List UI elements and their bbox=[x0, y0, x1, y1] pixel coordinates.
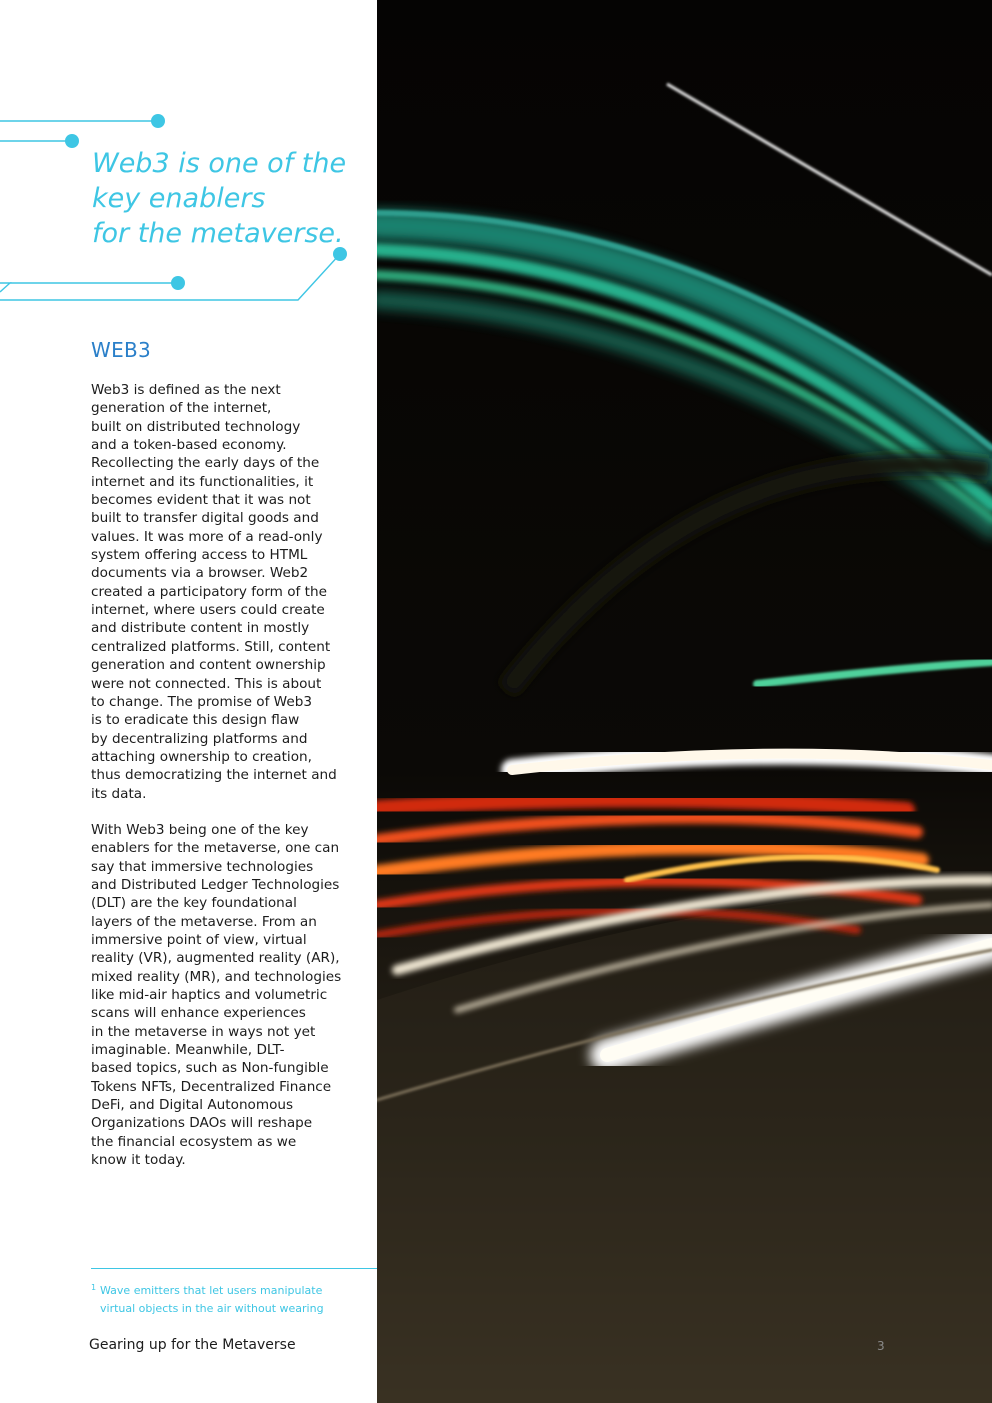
body-paragraph bbox=[91, 381, 356, 803]
text-line: centralized platforms. Still, content bbox=[91, 638, 331, 655]
text-line: Organizations DAOs will reshape bbox=[91, 1115, 313, 1132]
light-trails-photo bbox=[377, 0, 992, 1403]
text-line: documents via a browser. Web2 bbox=[91, 565, 309, 582]
text-line: mixed reality (MR), and technologies bbox=[91, 968, 342, 985]
text-line: enablers for the metaverse, one can bbox=[91, 840, 340, 857]
text-line: internet, where users could create bbox=[91, 602, 325, 619]
text-line: reality (VR), augmented reality (AR), bbox=[91, 950, 340, 967]
text-line: attaching ownership to creation, bbox=[91, 748, 312, 765]
text-line: its data. bbox=[91, 785, 147, 802]
text-line: to change. The promise of Web3 bbox=[91, 693, 312, 710]
light-trails-image bbox=[377, 0, 992, 1403]
text-line: and distribute content in mostly bbox=[91, 620, 310, 637]
page-number: 3 bbox=[877, 1339, 885, 1353]
text-line: say that immersive technologies bbox=[91, 858, 314, 875]
pull-quote-line: key enablers bbox=[92, 183, 266, 214]
text-line: and a token-based economy. bbox=[91, 437, 287, 454]
text-line: imaginable. Meanwhile, DLT- bbox=[91, 1042, 285, 1059]
text-line: DeFi, and Digital Autonomous bbox=[91, 1097, 294, 1114]
text-line: immersive point of view, virtual bbox=[91, 931, 307, 948]
pull-quote bbox=[92, 146, 362, 251]
text-line: With Web3 being one of the key bbox=[91, 821, 309, 838]
text-column bbox=[0, 0, 377, 1403]
text-line: in the metaverse in ways not yet bbox=[91, 1023, 316, 1040]
text-line: and Distributed Ledger Technologies bbox=[91, 876, 340, 893]
text-line: thus democratizing the internet and bbox=[91, 767, 337, 784]
text-line: built on distributed technology bbox=[91, 418, 301, 435]
text-line: based topics, such as Non-fungible bbox=[91, 1060, 329, 1077]
footnote-line: Wave emitters that let users manipulate bbox=[100, 1284, 323, 1297]
text-line: generation and content ownership bbox=[91, 657, 326, 674]
text-line: created a participatory form of the bbox=[91, 583, 327, 600]
text-line: Tokens NFTs, Decentralized Finance bbox=[91, 1078, 332, 1095]
section-body bbox=[91, 381, 356, 1187]
text-line: (DLT) are the key foundational bbox=[91, 895, 297, 912]
text-line: Recollecting the early days of the bbox=[91, 455, 320, 472]
text-line: system offering access to HTML bbox=[91, 547, 308, 564]
text-line: were not connected. This is about bbox=[91, 675, 322, 692]
footnote-marker: 1 bbox=[91, 1283, 97, 1292]
text-line: like mid-air haptics and volumetric bbox=[91, 987, 328, 1003]
body-paragraph bbox=[91, 821, 356, 1170]
text-line: values. It was more of a read-only bbox=[91, 528, 323, 545]
footnote-line: virtual objects in the air without wearing bbox=[100, 1302, 324, 1315]
text-line: know it today. bbox=[91, 1152, 186, 1169]
section-heading: WEB3 bbox=[91, 338, 152, 362]
text-line: scans will enhance experiences bbox=[91, 1005, 306, 1022]
text-line: layers of the metaverse. From an bbox=[91, 913, 317, 930]
text-line: is to eradicate this design flaw bbox=[91, 712, 300, 729]
text-line: Web3 is defined as the next bbox=[91, 382, 281, 398]
footer-title: Gearing up for the Metaverse bbox=[89, 1337, 296, 1353]
pull-quote-line: Web3 is one of the bbox=[92, 148, 347, 179]
footnote bbox=[91, 1282, 371, 1318]
text-line: generation of the internet, bbox=[91, 400, 272, 417]
text-line: the financial ecosystem as we bbox=[91, 1133, 297, 1150]
text-line: becomes evident that it was not bbox=[91, 492, 311, 509]
footnote-divider bbox=[91, 1268, 377, 1269]
text-line: built to transfer digital goods and bbox=[91, 510, 319, 527]
text-line: by decentralizing platforms and bbox=[91, 730, 308, 747]
text-line: internet and its functionalities, it bbox=[91, 473, 314, 490]
pull-quote-line: for the metaverse. bbox=[92, 218, 344, 249]
